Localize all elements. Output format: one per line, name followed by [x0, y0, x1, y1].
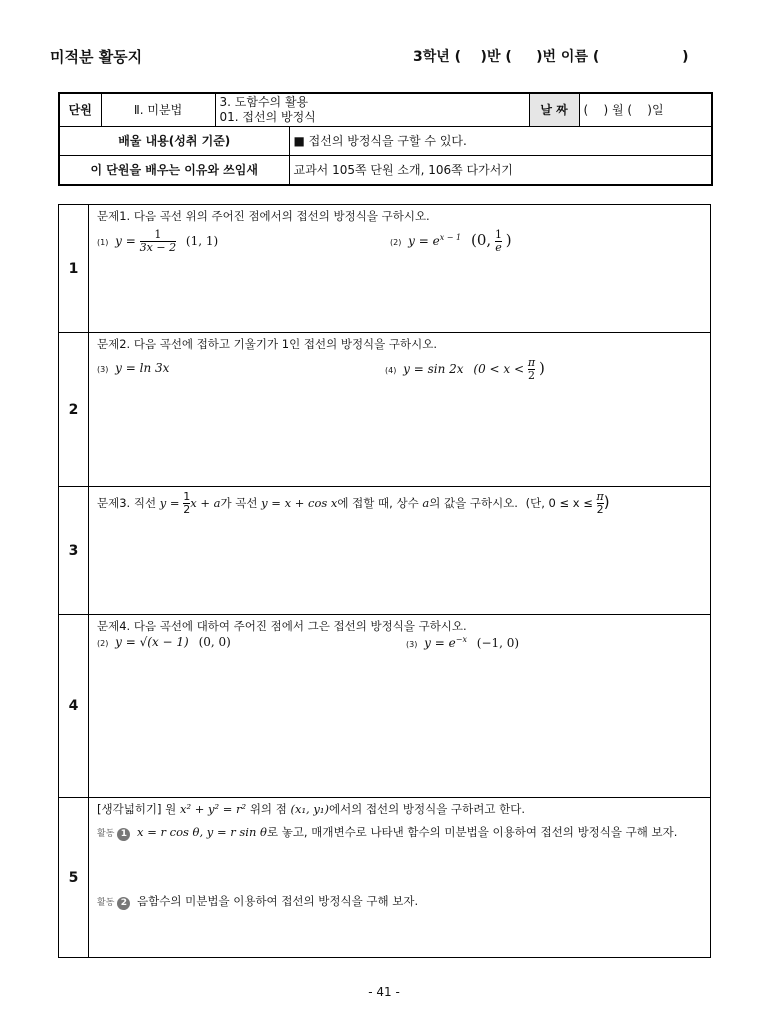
problem-1-b: (2) $y = e^{x - 1}$ (0, $\frac{1}{e}$ ): [390, 228, 512, 254]
problem-row-2: [59, 333, 711, 487]
date-label: 날 짜: [529, 93, 579, 126]
problem-number: 4: [59, 615, 89, 798]
reason-value: 교과서 105쪽 단원 소개, 106쪽 다가서기: [289, 155, 712, 185]
page-number: - 41 -: [368, 985, 400, 999]
activity-2: 활동 2 음함수의 미분법을 이용하여 접선의 방정식을 구해 보자.: [97, 894, 419, 908]
section-line-1: 3. 도함수의 활용: [219, 94, 309, 109]
goal-value: ■ 접선의 방정식을 구할 수 있다.: [289, 126, 712, 155]
activity-1: 활동 1 x = r cos θ, y = r sin θ로 놓고, 매개변수로 나타낸 함수의 미분법을 이용하여 접선의 방정식을 구해 보자.: [97, 825, 678, 839]
goal-label: 배울 내용(성취 기준): [59, 126, 289, 155]
student-info-line: 3학년 ( )반 ( )번 이름 ( ): [413, 49, 689, 65]
problem-number: 5: [59, 798, 89, 958]
problem-number: 1: [59, 205, 89, 333]
problem-row-3: [59, 487, 711, 615]
reason-label: 이 단원을 배우는 이유와 쓰임새: [59, 155, 289, 185]
unit-info-table: [58, 92, 713, 186]
activity-1-badge: 1: [117, 828, 130, 841]
problem-3-prompt: 문제3. 직선 y = $\frac{1}{2}$ x + a가 곡선 y = x + cos x에 접할 때, 상수 a의 값을 구하시오. (단, 0 ≤ x ≤ $\frac{\pi}{2}$ ): [97, 490, 610, 516]
problem-2-a: (3) y = ln 3x: [97, 361, 170, 375]
section-cell: [215, 93, 529, 126]
problem-2-prompt: 문제2. 다음 곡선에 접하고 기울기가 1인 접선의 방정식을 구하시오.: [97, 337, 438, 351]
problem-1-prompt: 문제1. 다음 곡선 위의 주어진 점에서의 접선의 방정식을 구하시오.: [97, 209, 430, 223]
problem-1-a: (1) y = $\frac{1}{3x - 2}$ (1, 1): [97, 228, 219, 254]
problem-4-b: (3) $y = e^{-x}$ (−1, 0): [406, 635, 520, 650]
unit-label: 단원: [59, 93, 101, 126]
problem-row-5: [59, 798, 711, 958]
problem-number: 2: [59, 333, 89, 487]
problem-2-b: (4) y = sin 2x (0 < x < $\frac{\pi}{2}$ ): [385, 356, 545, 382]
problem-number: 3: [59, 487, 89, 615]
unit-value: Ⅱ. 미분법: [101, 93, 215, 126]
worksheet-title: 미적분 활동지: [50, 48, 143, 66]
problem-4-a: (2) y = √(x − 1) (0, 0): [97, 635, 231, 649]
problem-4-prompt: 문제4. 다음 곡선에 대하여 주어진 점에서 그은 접선의 방정식을 구하시오.: [97, 619, 467, 633]
problem-row-4: [59, 615, 711, 798]
problem-table: [58, 204, 711, 958]
activity-2-badge: 2: [117, 897, 130, 910]
section-line-2: 01. 접선의 방정식: [219, 109, 316, 124]
problem-row-1: [59, 205, 711, 333]
date-value: ( ) 월 ( )일: [579, 93, 712, 126]
problem-5-prompt: [생각넓히기] 원 x² + y² = r² 위의 점 (x₁, y₁)에서의 접선의 방정식을 구하려고 한다.: [97, 802, 525, 816]
